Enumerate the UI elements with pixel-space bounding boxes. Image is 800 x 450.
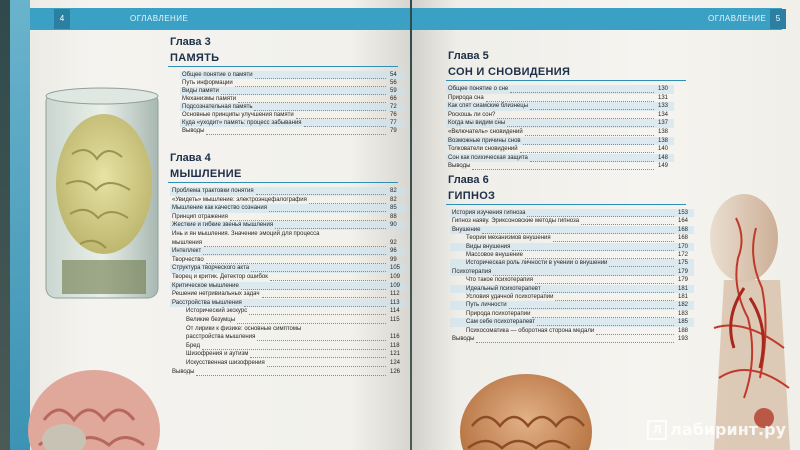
toc-entry-page: 183 xyxy=(678,310,689,317)
toc-entry-text: Инь и ян мышления. Значение эмоций для процесса xyxy=(172,231,320,237)
toc-entry-page: 113 xyxy=(390,299,400,306)
toc-entry-page: 170 xyxy=(678,243,689,250)
toc-entry-text: Когда мы видим сны xyxy=(448,120,506,127)
toc-entry-page: 164 xyxy=(678,218,689,225)
toc-leader-dots xyxy=(267,365,386,367)
toc-leader-dots xyxy=(543,291,674,293)
toc-entry-text: Великие безумцы xyxy=(186,317,236,323)
toc-entry-text: Выводы xyxy=(448,163,471,170)
toc-entry-page: 168 xyxy=(678,235,689,242)
toc-entry-page: 179 xyxy=(678,268,689,275)
toc-entry-page: 116 xyxy=(390,334,400,341)
chapter5-rule xyxy=(446,80,686,81)
toc-entry-text: Жесткие и гибкие звенья мышления xyxy=(172,222,274,229)
toc-entry-page: 181 xyxy=(678,285,689,292)
toc-entry-page: 153 xyxy=(678,210,689,216)
toc-entry-text: расстройства мышления xyxy=(186,334,256,341)
toc-leader-dots xyxy=(203,253,386,255)
toc-entry-page: 134 xyxy=(658,111,669,118)
left-header-text: ОГЛАВЛЕНИЕ xyxy=(130,14,189,23)
chapter5-title: СОН И СНОВИДЕНИЯ xyxy=(448,66,571,78)
toc-entry-page: 114 xyxy=(390,308,400,315)
toc-leader-dots xyxy=(507,125,654,127)
toc-entry-text: Общее понятие о сне xyxy=(448,86,509,92)
toc-entry-page: 118 xyxy=(390,342,400,349)
toc-entry-text: Расстройства мышления xyxy=(172,299,242,306)
toc-leader-dots xyxy=(304,125,386,127)
left-page xyxy=(10,0,410,450)
toc-entry-text: Интеллект xyxy=(172,248,202,255)
toc-leader-dots xyxy=(510,91,654,93)
toc-entry-page: 56 xyxy=(390,80,397,86)
toc-entry-page: 168 xyxy=(678,226,689,233)
right-page-number: 5 xyxy=(770,9,786,29)
chapter6-title: ГИПНОЗ xyxy=(448,190,496,202)
toc-entry-page: 82 xyxy=(390,196,397,203)
toc-leader-dots xyxy=(596,333,674,335)
toc-entry-text: Путь личности xyxy=(466,302,507,309)
toc-entry-page: 181 xyxy=(678,294,689,300)
left-header-bar xyxy=(30,8,410,30)
toc-entry-page: 182 xyxy=(678,302,689,309)
toc-entry-text: Бред xyxy=(186,342,200,349)
toc-entry-page: 85 xyxy=(390,205,397,212)
toc-leader-dots xyxy=(196,374,386,376)
toc-entry-text: «Увидеть» мышление: электроэнцефалография xyxy=(172,196,307,203)
toc-entry-page: 88 xyxy=(390,213,397,220)
toc-entry-text: Выводы xyxy=(182,128,205,134)
chapter3-number: Глава 3 xyxy=(170,36,211,48)
toc-entry-text: От лирики к физике: основные симптомы xyxy=(186,325,302,332)
toc-entry-text: История изучения гипноза xyxy=(452,210,526,216)
toc-entry-text: Толкователи сновидений xyxy=(448,146,518,153)
toc-leader-dots xyxy=(493,274,674,276)
toc-entry-page: 133 xyxy=(658,103,669,110)
toc-leader-dots xyxy=(537,324,674,326)
toc-leader-dots xyxy=(206,133,386,135)
toc-entry-page: 131 xyxy=(658,94,669,101)
toc-entry-text: Возможные причины снов xyxy=(448,137,521,144)
toc-entry-page: 140 xyxy=(658,146,669,153)
toc-leader-dots xyxy=(241,288,386,290)
toc-entry-page: 185 xyxy=(678,319,689,326)
toc-entry-text: Творец и критик. Детектор ошибок xyxy=(172,274,268,280)
toc-entry-text: «Включатель» сновидений xyxy=(448,129,523,135)
toc-leader-dots xyxy=(530,108,654,110)
right-header-text: ОГЛАВЛЕНИЕ xyxy=(708,14,767,23)
toc-entry-text: Творчество xyxy=(172,256,204,263)
toc-entry-text: Мышление как качество сознания xyxy=(172,205,267,212)
chapter3-rule xyxy=(168,66,398,67)
toc-entry-text: Виды внушения xyxy=(466,243,511,250)
chapter5-number: Глава 5 xyxy=(448,50,489,62)
toc-entry-page: 138 xyxy=(658,129,669,135)
toc-entry-page: 79 xyxy=(390,128,397,134)
right-page xyxy=(412,0,800,450)
chapter6-rule xyxy=(446,204,686,205)
toc-leader-dots xyxy=(221,93,386,95)
toc-entry-text: Выводы xyxy=(172,368,195,375)
toc-entry-text: Психотерапия xyxy=(452,268,492,275)
toc-entry-text: Роскошь ли сон? xyxy=(448,111,496,118)
toc-entry-page: 96 xyxy=(390,248,397,255)
toc-entry-page: 59 xyxy=(390,88,397,94)
circulatory-system-illustration xyxy=(694,188,800,450)
toc-entry-page: 179 xyxy=(678,277,689,284)
toc-entry-text: Шизофрения и аутизм xyxy=(186,351,249,358)
toc-entry-page: 148 xyxy=(658,154,669,161)
toc-entry-page: 175 xyxy=(678,260,689,267)
toc-entry-text: Природа сна xyxy=(448,94,484,101)
toc-entry-text: Условия удачной психотерапии xyxy=(466,294,554,300)
toc-entry-page: 76 xyxy=(390,112,397,118)
toc-leader-dots xyxy=(257,339,386,341)
toc-entry-page: 121 xyxy=(390,351,401,358)
toc-entry-page: 92 xyxy=(390,239,397,246)
toc-entry-text: Виды памяти xyxy=(182,88,219,94)
toc-entry-text: Исторический экскурс xyxy=(186,308,248,315)
toc-entry-text: Принцип отражения xyxy=(172,213,228,220)
brain-illustration xyxy=(456,368,596,450)
labirint-logo-icon: Л xyxy=(647,420,667,440)
toc-entry-text: Путь информации xyxy=(182,80,233,86)
toc-entry-text: Искусственная шизофрения xyxy=(186,360,265,366)
toc-leader-dots xyxy=(244,305,386,307)
toc-entry-text: мышления xyxy=(172,239,203,246)
toc-entry-page: 115 xyxy=(390,317,400,323)
toc-entry-page: 112 xyxy=(390,291,400,298)
toc-leader-dots xyxy=(254,109,386,111)
toc-entry-text: Внушение xyxy=(452,226,481,233)
toc-leader-dots xyxy=(512,249,674,251)
toc-entry-text: Общее понятие о памяти xyxy=(182,72,253,78)
toc-entry-text: Историческая роль личности в учении о внушении xyxy=(466,260,608,267)
toc-entry-text: Как спят сиамские близнецы xyxy=(448,103,529,110)
toc-entry-page: 109 xyxy=(390,274,401,280)
toc-entry-text: Природа психотерапии xyxy=(466,310,531,317)
toc-entry-page: 124 xyxy=(390,360,401,366)
chapter3-title: ПАМЯТЬ xyxy=(170,52,220,64)
right-header-bar xyxy=(412,8,782,30)
toc-entry-page: 172 xyxy=(678,252,689,258)
toc-leader-dots xyxy=(476,341,674,343)
toc-leader-dots xyxy=(527,215,674,217)
toc-leader-dots xyxy=(251,270,386,272)
toc-entry-text: Что такое психотерапия xyxy=(466,277,534,284)
toc-entry-page: 130 xyxy=(658,86,669,92)
left-page-number: 4 xyxy=(54,9,70,29)
watermark-text: лабиринт.ру xyxy=(670,419,786,439)
toc-entry-text: Куда «уходит» память: процесс забывания xyxy=(182,120,302,126)
toc-entry-page: 138 xyxy=(658,137,669,144)
toc-entry-text: Механизмы памяти xyxy=(182,96,237,102)
toc-entry-page: 105 xyxy=(390,265,401,272)
toc-leader-dots xyxy=(256,193,386,195)
toc-leader-dots xyxy=(202,348,386,350)
toc-entry-text: Массовое внушение xyxy=(466,252,523,258)
toc-entry-text: Сам себе психотерапевт xyxy=(466,319,535,326)
toc-entry-page: 82 xyxy=(390,188,397,194)
toc-entry-text: Подсознательная память xyxy=(182,104,253,110)
brain-section-illustration xyxy=(24,360,164,450)
labirint-watermark xyxy=(647,420,786,441)
toc-entry-text: Психосоматика — оборотная сторона медали xyxy=(466,327,595,334)
toc-entry-text: Структура творческого акта xyxy=(172,265,250,272)
chapter4-title: МЫШЛЕНИЕ xyxy=(170,168,242,180)
toc-leader-dots xyxy=(523,143,654,145)
toc-entry-text: Проблема трактовки понятия xyxy=(172,188,254,194)
toc-entry-page: 137 xyxy=(658,120,669,127)
toc-entry-page: 72 xyxy=(390,104,397,110)
toc-entry-page: 99 xyxy=(390,256,397,263)
chapter4-rule xyxy=(168,182,398,183)
chapter4-number: Глава 4 xyxy=(170,152,211,164)
toc-leader-dots xyxy=(275,227,386,229)
toc-entry-text: Гипноз наяву. Эриксоновские методы гипноза xyxy=(452,218,580,225)
toc-entry-text: Решение нетривиальных задач xyxy=(172,291,260,298)
toc-leader-dots xyxy=(249,313,386,315)
brain-in-jar-illustration xyxy=(42,84,162,304)
toc-entry-text: Критическое мышление xyxy=(172,282,239,289)
toc-entry-page: 77 xyxy=(390,120,397,126)
toc-leader-dots xyxy=(255,77,386,79)
toc-entry-page: 149 xyxy=(658,163,669,170)
toc-entry-page: 54 xyxy=(390,72,397,78)
toc-entry-text: Основные принципы улучшения памяти xyxy=(182,112,294,118)
toc-leader-dots xyxy=(237,322,386,324)
chapter6-number: Глава 6 xyxy=(448,174,489,186)
toc-entry-page: 193 xyxy=(678,336,689,342)
toc-entry-page: 66 xyxy=(390,96,397,102)
toc-entry-text: Сон как психическая защита xyxy=(448,154,528,161)
toc-entry-page: 126 xyxy=(390,368,401,375)
toc-entry-page: 188 xyxy=(678,327,689,334)
toc-leader-dots xyxy=(509,307,674,309)
toc-leader-dots xyxy=(530,160,654,162)
toc-leader-dots xyxy=(250,356,386,358)
toc-leader-dots xyxy=(482,232,674,234)
toc-entry-page: 109 xyxy=(390,282,401,289)
toc-entry-text: Идеальный психотерапевт xyxy=(466,285,541,292)
toc-leader-dots xyxy=(472,168,654,170)
toc-entry-page: 90 xyxy=(390,222,397,229)
toc-leader-dots xyxy=(269,210,386,212)
toc-entry-text: Теории механизмов внушения xyxy=(466,235,551,242)
toc-entry-text: Выводы xyxy=(452,336,475,342)
